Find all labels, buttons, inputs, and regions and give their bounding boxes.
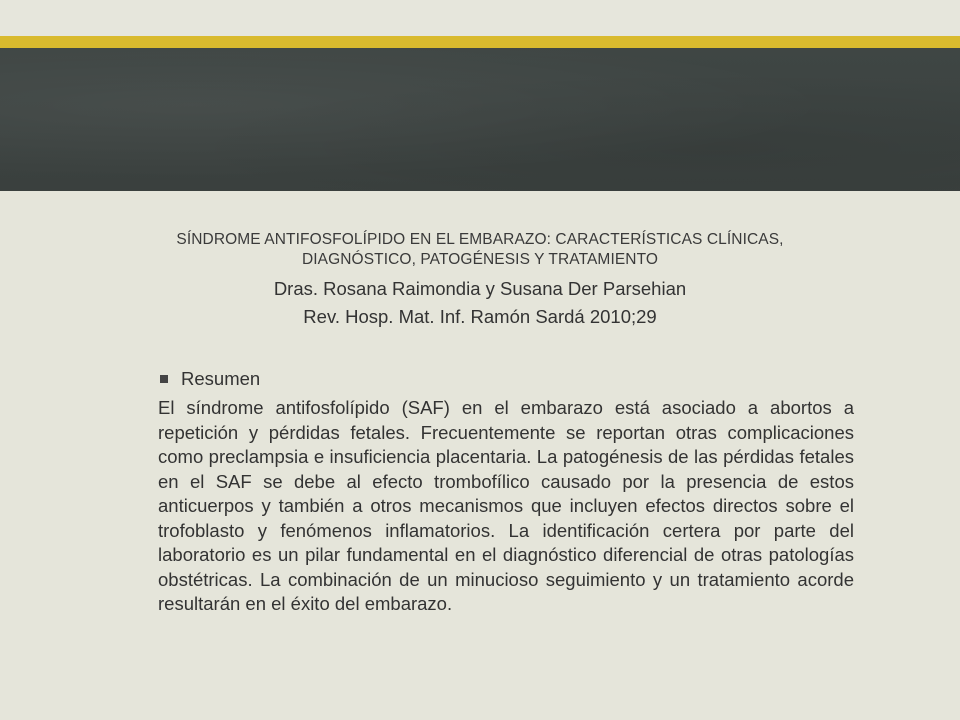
authors: Dras. Rosana Raimondia y Susana Der Parsehian	[273, 278, 687, 299]
citation: Rev. Hosp. Mat. Inf. Ramón Sardá 2010;29	[303, 306, 657, 327]
section-heading-row	[158, 366, 854, 392]
slide-title-line-2: DIAGNÓSTICO, PATOGÉNESIS Y TRATAMIENTO	[301, 251, 659, 268]
header-band	[0, 48, 960, 191]
slide-header-text	[0, 230, 960, 330]
slide-title-line-1: SÍNDROME ANTIFOSFOLÍPIDO EN EL EMBARAZO: CARACTERÍSTICAS CLÍNICAS,	[176, 231, 784, 248]
section-heading: Resumen	[181, 368, 261, 389]
accent-stripe	[0, 36, 960, 48]
square-bullet-icon	[160, 375, 168, 383]
abstract-section	[158, 366, 854, 617]
top-margin-bar	[0, 0, 960, 36]
abstract-text: El síndrome antifosfolípido (SAF) en el embarazo está asociado a abortos a repetición y pérdidas fetales. Frecuentemente se reportan otras complicaciones como preclampsia e insuficiencia placentaria. La patogénesis de las pérdidas fetales en el SAF se debe al efecto trombofílico causado por la presencia de estos anticuerpos y también a otros mecanismos que incluyen efectos directos sobre el trofoblasto y fenómenos inflamatorios. La identificación certera por parte del laboratorio es un pilar fundamental en el diagnóstico diferencial de otras patologías obstétricas. La combinación de un minucioso seguimiento y un tratamiento acorde resultarán en el éxito del embarazo.	[158, 397, 854, 614]
